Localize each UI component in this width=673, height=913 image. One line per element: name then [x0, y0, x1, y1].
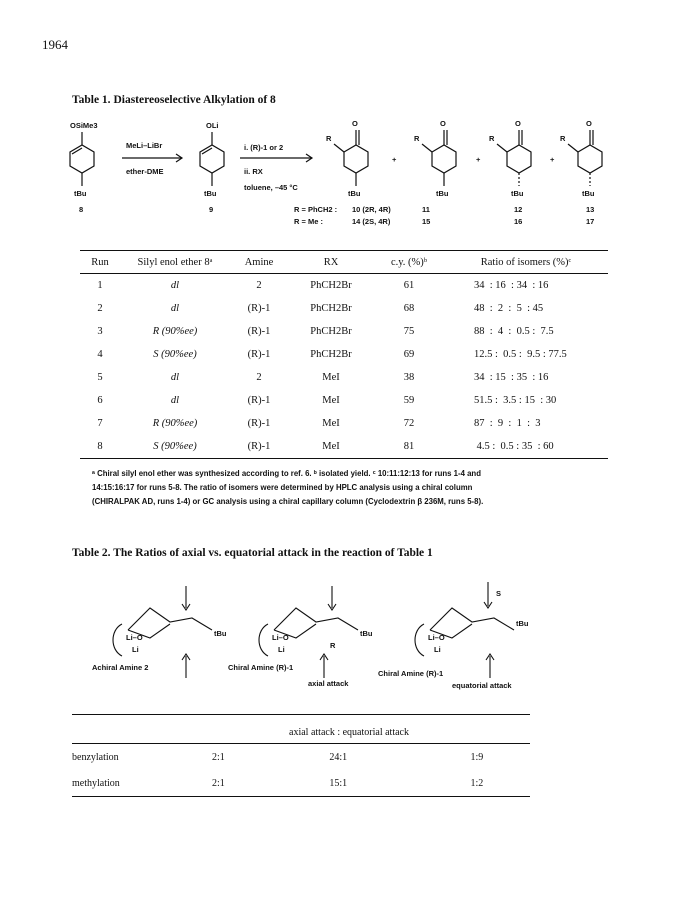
col-cy: c.y. (%)ᵇ	[374, 251, 444, 274]
footnote-line-1: ᵃ Chiral silyl enol ether was synthesized according to ref. 6. ᵇ isolated yield. ᶜ 10:11:12:13 for runs 1-4 and	[92, 469, 481, 478]
product-12-ring	[507, 145, 531, 173]
cell-cy: 69	[403, 349, 415, 360]
table2-label: Table 2.	[72, 547, 111, 559]
right-li-o: Li–O	[428, 633, 445, 642]
product-12-r: R	[489, 134, 495, 143]
r-phch2-n2: 11	[422, 205, 430, 214]
product-12-para: tBu	[511, 189, 524, 198]
table-row	[80, 343, 608, 366]
product-12-o: O	[515, 119, 521, 128]
cell-cy: 61	[403, 280, 415, 291]
cell-cy: 75	[403, 326, 415, 337]
product-13-para: tBu	[582, 189, 595, 198]
cell-ether: S (90%ee)	[120, 435, 230, 459]
cell-cy: 59	[403, 395, 415, 406]
product-11-ring	[432, 145, 456, 173]
cell-rx: MeI	[322, 395, 340, 406]
table-row	[80, 412, 608, 435]
col-run: Run	[80, 251, 120, 274]
table-row	[80, 297, 608, 320]
right-amine-label: Chiral Amine (R)-1	[378, 669, 444, 678]
product-10-o: O	[352, 119, 358, 128]
r-me-label: R = Me :	[294, 217, 323, 226]
cell-amine: (R)-1	[230, 435, 288, 459]
cell-reaction: methylation	[72, 770, 168, 797]
left-li: Li	[132, 645, 139, 654]
cell-rx: PhCH2Br	[310, 303, 352, 314]
cell-ratio: 34 : 15 : 35 : 16	[474, 372, 549, 383]
left-tbu: tBu	[214, 629, 227, 638]
sm-substituent: OSiMe3	[70, 121, 98, 130]
cell-run: 8	[80, 435, 120, 459]
cell-run: 2	[97, 303, 103, 314]
cell-ratio: 34 : 16 : 34 : 16	[474, 280, 549, 291]
plus-1: +	[392, 155, 397, 164]
cell-ratio: 12.5 : 0.5 : 9.5 : 77.5	[474, 349, 567, 360]
cell-axial: 24:1	[329, 751, 348, 763]
cell-amine: (R)-1	[247, 349, 271, 360]
cell-amine: (R)-1	[247, 395, 271, 406]
product-10-ring	[344, 145, 368, 173]
right-li: Li	[434, 645, 441, 654]
r-phch2-value: 10 (2R, 4R)	[352, 205, 391, 214]
product-13-r: R	[560, 134, 566, 143]
right-tbu: tBu	[516, 619, 529, 628]
cell-run: 4	[97, 349, 103, 360]
r-me-n4: 17	[586, 217, 595, 226]
step1-reagent: MeLi–LiBr	[126, 141, 163, 150]
sm-ring	[70, 145, 94, 173]
cell-ratio: 48 : 2 : 5 : 45	[474, 303, 544, 314]
cell-cy: 38	[403, 372, 415, 383]
right-s: S	[496, 589, 502, 598]
product-11-r: R	[414, 134, 420, 143]
cell-run: 7	[97, 418, 103, 429]
cell-ether: dl	[170, 303, 180, 314]
cell-ether: dl	[170, 395, 180, 406]
mid-li: Li	[278, 645, 285, 654]
cell-amine: (R)-1	[247, 303, 271, 314]
cell-equatorial: 1:2	[397, 770, 531, 797]
r-phch2-n4: 13	[586, 205, 595, 214]
cell-cy: 72	[403, 418, 415, 429]
product-11-para: tBu	[436, 189, 449, 198]
table1	[80, 250, 608, 459]
product-10-r: R	[326, 134, 332, 143]
table2	[72, 714, 530, 797]
cell-rx: PhCH2Br	[310, 280, 352, 291]
r-me-value: 14 (2S, 4R)	[352, 217, 391, 226]
cell-ratio: 88 : 4 : 0.5 : 7.5	[474, 326, 554, 337]
mid-r: R	[330, 641, 336, 650]
col-amine: Amine	[230, 251, 288, 274]
product-13-ring	[578, 145, 602, 173]
table-row	[72, 744, 530, 771]
table1-title: Diastereoselective Alkylation of 8	[113, 94, 276, 106]
table-row	[80, 366, 608, 389]
col-ratio: Ratio of isomers (%)ᶜ	[444, 251, 608, 274]
cell-achiral: 2:1	[168, 770, 255, 797]
cell-rx: MeI	[322, 418, 340, 429]
cell-cy: 68	[403, 303, 415, 314]
cell-run: 1	[97, 280, 103, 291]
plus-3: +	[550, 155, 555, 164]
product-13-o: O	[586, 119, 592, 128]
cell-amine: 2	[256, 372, 262, 383]
cell-ether: dl	[170, 280, 180, 291]
cell-cy: 81	[374, 435, 444, 459]
product-11-o: O	[440, 119, 446, 128]
sm-number: 8	[79, 205, 84, 214]
cell-ether: R (90%ee)	[152, 326, 198, 337]
r-me-n2: 15	[422, 217, 431, 226]
cell-ether: S (90%ee)	[153, 349, 197, 360]
table-row	[80, 274, 608, 298]
mid-tbu: tBu	[360, 629, 373, 638]
cell-rx: MeI	[288, 435, 374, 459]
table-row	[80, 389, 608, 412]
right-attack-label: equatorial attack	[452, 681, 512, 690]
intermediate-ring	[200, 145, 224, 173]
cell-axial: 15:1	[255, 770, 396, 797]
reaction-scheme	[62, 108, 622, 260]
int-substituent: OLi	[206, 121, 219, 130]
mid-amine-label: Chiral Amine (R)-1	[228, 663, 294, 672]
r-phch2-n3: 12	[514, 205, 523, 214]
cell-amine: (R)-1	[247, 418, 271, 429]
cell-run: 3	[97, 326, 103, 337]
int-para: tBu	[204, 189, 217, 198]
cell-reaction: benzylation	[72, 751, 119, 763]
table-row	[72, 770, 530, 797]
step2-line3: toluene, –45 °C	[244, 183, 298, 192]
left-amine-label: Achiral Amine 2	[92, 663, 149, 672]
step2-line1: i. (R)-1 or 2	[244, 143, 284, 152]
step1-solvent: ether-DME	[126, 167, 164, 176]
cell-ether: R (90%ee)	[152, 418, 198, 429]
step2-line2: ii. RX	[244, 167, 263, 176]
footnote-line-3: (CHIRALPAK AD, runs 1-4) or GC analysis using a chiral capillary column (Cyclodextrin β 236M, runs 5-8).	[92, 497, 484, 506]
cell-equatorial: 1:9	[470, 751, 484, 763]
r-phch2-label: R = PhCH2 :	[294, 205, 338, 214]
cell-run: 6	[97, 395, 103, 406]
cell-run: 5	[97, 372, 103, 383]
cell-rx: MeI	[322, 372, 340, 383]
footnote-line-2: 14:15:16:17 for runs 5-8. The ratio of isomers were determined by HPLC analysis using a chiral column	[92, 483, 473, 492]
sm-para: tBu	[74, 189, 87, 198]
cell-rx: PhCH2Br	[310, 349, 352, 360]
int-number: 9	[209, 205, 214, 214]
cell-achiral: 2:1	[212, 751, 225, 763]
table1-label: Table 1.	[72, 94, 111, 106]
cell-amine: (R)-1	[247, 326, 271, 337]
r-me-n3: 16	[514, 217, 523, 226]
plus-2: +	[476, 155, 481, 164]
table-row	[80, 435, 608, 459]
table1-footnote	[92, 467, 592, 509]
table2-caption	[72, 547, 433, 559]
col-rx: RX	[288, 251, 374, 274]
table2-header: axial attack : equatorial attack	[168, 721, 530, 744]
table-row	[80, 320, 608, 343]
cell-ether: dl	[170, 372, 180, 383]
cell-ratio: 51.5 : 3.5 : 15 : 30	[474, 395, 557, 406]
page-number: 1964	[42, 37, 68, 52]
product-10-para: tBu	[348, 189, 361, 198]
mid-li-o: Li–O	[272, 633, 289, 642]
left-li-o: Li–O	[126, 633, 143, 642]
cell-amine: 2	[256, 280, 262, 291]
transition-state-diagram	[88, 578, 558, 690]
table1-caption	[72, 94, 276, 106]
cell-ratio: 4.5 : 0.5 : 35 : 60	[444, 435, 608, 459]
cell-ratio: 87 : 9 : 1 : 3	[474, 418, 541, 429]
col-silyl-enol-ether: Silyl enol ether 8ᵃ	[120, 251, 230, 274]
cell-rx: PhCH2Br	[310, 326, 352, 337]
table2-title: The Ratios of axial vs. equatorial attack in the reaction of Table 1	[113, 547, 433, 559]
mid-attack-label: axial attack	[308, 679, 349, 688]
